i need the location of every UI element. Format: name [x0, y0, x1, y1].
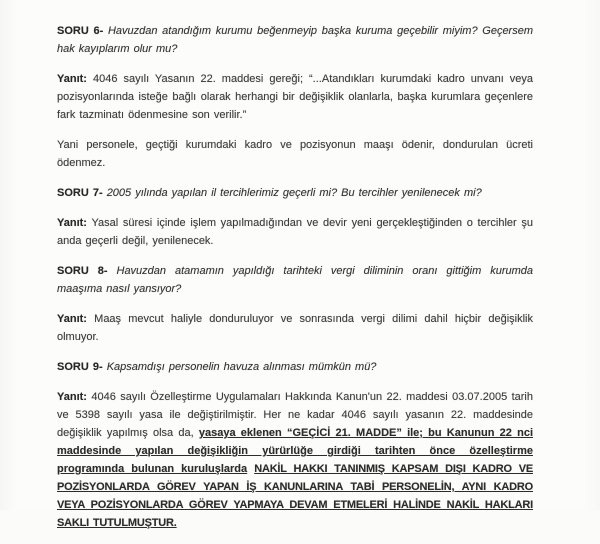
question-7 [57, 184, 533, 202]
answer-7-label: Yanıt: [57, 217, 87, 229]
question-7-label: SORU 7- [57, 187, 103, 199]
answer-8-label: Yanıt: [57, 313, 87, 325]
answer-9-caps: NAKİL HAKKI TANINMIŞ KAPSAM DIŞI KADRO VE POZİSYONLARDA GÖREV YAPAN İŞ KANUNLARINA TABİ PERSONELİN, AYNI KADRO VEYA POZİSYONLARDA GÖREV YAPMAYA DEVAM ETMELERİ HALİNDE NAKİL HAKLARI SAKLI TUTULMUŞTUR. [57, 463, 533, 529]
question-9 [57, 358, 533, 376]
question-8 [57, 262, 533, 298]
answer-9-intro: 4046 sayılı Özelleştirme Uygulamaları Hakkında Kanun'un 22. maddesi 03.07.2005 tarih ve 5398 sayılı yasa ile değiştirilmiştir. Her ne kadar 4046 sayılı yasanın 22. maddesinde değişiklik yapılmış olsa da, [57, 391, 533, 439]
answer-8 [57, 310, 533, 346]
answer-6 [57, 70, 533, 124]
answer-9-underlined: yasaya eklenen “GEÇİCİ 21. MADDE” ile; bu Kanunun 22 nci maddesinde yapılan değişikliğin yürürlüğe girdiği tarihten önce özelleştirme programında bulunan kuruluşlarda [57, 427, 533, 475]
answer-7 [57, 214, 533, 250]
answer-9 [57, 388, 533, 532]
answer-8-text: Maaş mevcut haliyle donduruluyor ve sonrasında vergi dilimi dahil hiçbir değişiklik olmuyor. [57, 313, 533, 343]
answer-6-note [57, 136, 533, 172]
question-6 [57, 22, 533, 58]
question-9-label: SORU 9- [57, 361, 103, 373]
question-9-text: Kapsamdışı personelin havuza alınması mümkün mü? [106, 361, 377, 373]
answer-6-text: 4046 sayılı Yasanın 22. maddesi gereği; “...Atandıkları kurumdaki kadro unvanı veya pozisyonlarında isteğe bağlı olarak herhangi bir değişiklik olanlarla, başka kurumlara geçenlere fark tazminatı ödenmesine son verilir.” [57, 73, 533, 121]
question-6-text: Havuzdan atandığım kurumu beğenmeyip başka kuruma geçebilir miyim? Geçersem hak kayıplarım olur mu? [57, 25, 534, 55]
answer-6-note-text: Yani personele, geçtiği kurumdaki kadro ve pozisyonun maaşı ödenir, dondurulan ücreti ödenmez. [57, 139, 533, 169]
question-8-text: Havuzdan atamamın yapıldığı tarihteki vergi diliminin oranı gittiğim kurumda maaşıma nasıl yansıyor? [57, 265, 534, 295]
question-7-text: 2005 yılında yapılan il tercihlerimiz geçerli mi? Bu tercihler yenilenecek mi? [106, 187, 482, 199]
question-6-label: SORU 6- [57, 25, 104, 37]
document-text-block [57, 22, 533, 544]
answer-6-label: Yanıt: [57, 73, 87, 85]
question-8-label: SORU 8- [57, 265, 108, 277]
answer-7-text: Yasal süresi içinde işlem yapılmadığından ve devir yeni gerçekleştiğinden o tercihler şu anda geçerli değil, yenilenecek. [57, 217, 533, 247]
answer-9-label: Yanıt: [57, 391, 87, 403]
